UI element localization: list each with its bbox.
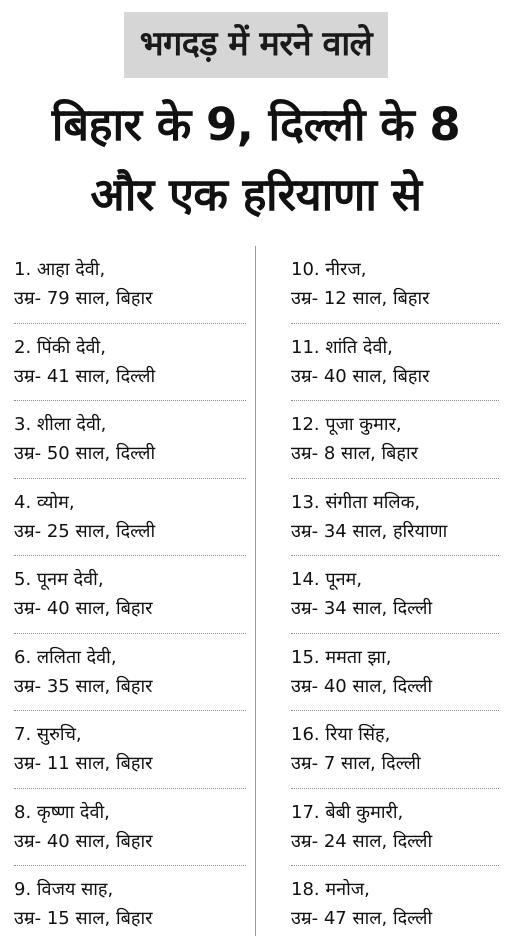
victim-entry (291, 711, 499, 789)
victim-age-state: उम्र- 40 साल, दिल्ली (291, 675, 433, 697)
victim-name: 8. कृष्णा देवी, (14, 801, 110, 823)
victim-name: 3. शीला देवी, (14, 414, 107, 435)
victim-name: 13. संगीता मलिक, (291, 491, 421, 513)
victim-entry (14, 324, 246, 402)
victim-entry (291, 556, 499, 634)
victim-entry (291, 789, 499, 867)
kicker-banner (0, 12, 512, 78)
victim-entry (14, 634, 246, 712)
column-divider (255, 246, 256, 936)
victim-entry (14, 866, 246, 944)
victim-name: 15. ममता झा, (291, 646, 392, 668)
victim-name: 10. नीरज, (291, 259, 367, 280)
victim-name: 11. शांति देवी, (291, 336, 393, 358)
victim-age-state: उम्र- 7 साल, दिल्ली (291, 753, 421, 774)
victim-age-state: उम्र- 40 साल, बिहार (14, 598, 153, 619)
victim-entry (291, 479, 499, 557)
headline-line-2: और एक हरियाणा से (90, 168, 422, 221)
victim-age-state: उम्र- 12 साल, बिहार (291, 288, 430, 309)
victim-age-state: उम्र- 41 साल, दिल्ली (14, 365, 156, 387)
victim-age-state: उम्र- 8 साल, बिहार (291, 443, 419, 464)
victim-name: 7. सुरुचि, (14, 724, 82, 745)
kicker-text: भगदड़ में मरने वाले (124, 12, 389, 78)
victim-entry (14, 556, 246, 634)
headline-line-1: बिहार के 9, दिल्ली के 8 (51, 98, 461, 151)
victim-name: 4. व्योम, (14, 491, 75, 513)
victim-entry (291, 634, 499, 712)
victim-entry (14, 246, 246, 324)
victim-entry (14, 401, 246, 479)
victim-age-state: उम्र- 50 साल, दिल्ली (14, 443, 156, 464)
victim-name: 17. बेबी कुमारी, (291, 801, 404, 823)
victim-age-state: उम्र- 24 साल, दिल्ली (291, 830, 433, 852)
victim-entry (291, 401, 499, 479)
victim-entry (14, 711, 246, 789)
victim-name: 6. ललिता देवी, (14, 646, 117, 668)
victim-entry (291, 866, 499, 944)
victim-name: 12. पूजा कुमार, (291, 414, 402, 435)
victim-name: 1. आहा देवी, (14, 259, 106, 280)
victim-age-state: उम्र- 34 साल, हरियाणा (291, 520, 448, 542)
victim-list-right (291, 246, 499, 944)
victim-age-state: उम्र- 47 साल, दिल्ली (291, 908, 433, 929)
victim-entry (14, 789, 246, 867)
victim-entry (291, 246, 499, 324)
victim-name: 16. रिया सिंह, (291, 724, 391, 745)
victim-age-state: उम्र- 35 साल, बिहार (14, 675, 153, 697)
victim-age-state: उम्र- 34 साल, दिल्ली (291, 598, 433, 619)
victim-age-state: उम्र- 40 साल, बिहार (291, 365, 430, 387)
victim-age-state: उम्र- 25 साल, दिल्ली (14, 520, 156, 542)
victim-name: 14. पूनम, (291, 569, 363, 590)
victim-age-state: उम्र- 40 साल, बिहार (14, 830, 153, 852)
victim-age-state: उम्र- 79 साल, बिहार (14, 288, 153, 309)
victim-name: 18. मनोज, (291, 879, 370, 900)
headline (0, 90, 512, 230)
victim-entry (291, 324, 499, 402)
victim-name: 2. पिंकी देवी, (14, 336, 106, 358)
victim-name: 5. पूनम देवी, (14, 569, 104, 590)
victim-name: 9. विजय साह, (14, 879, 114, 900)
victim-age-state: उम्र- 15 साल, बिहार (14, 908, 153, 929)
victim-entry (14, 479, 246, 557)
victim-list-left (14, 246, 246, 944)
victim-age-state: उम्र- 11 साल, बिहार (14, 753, 153, 774)
